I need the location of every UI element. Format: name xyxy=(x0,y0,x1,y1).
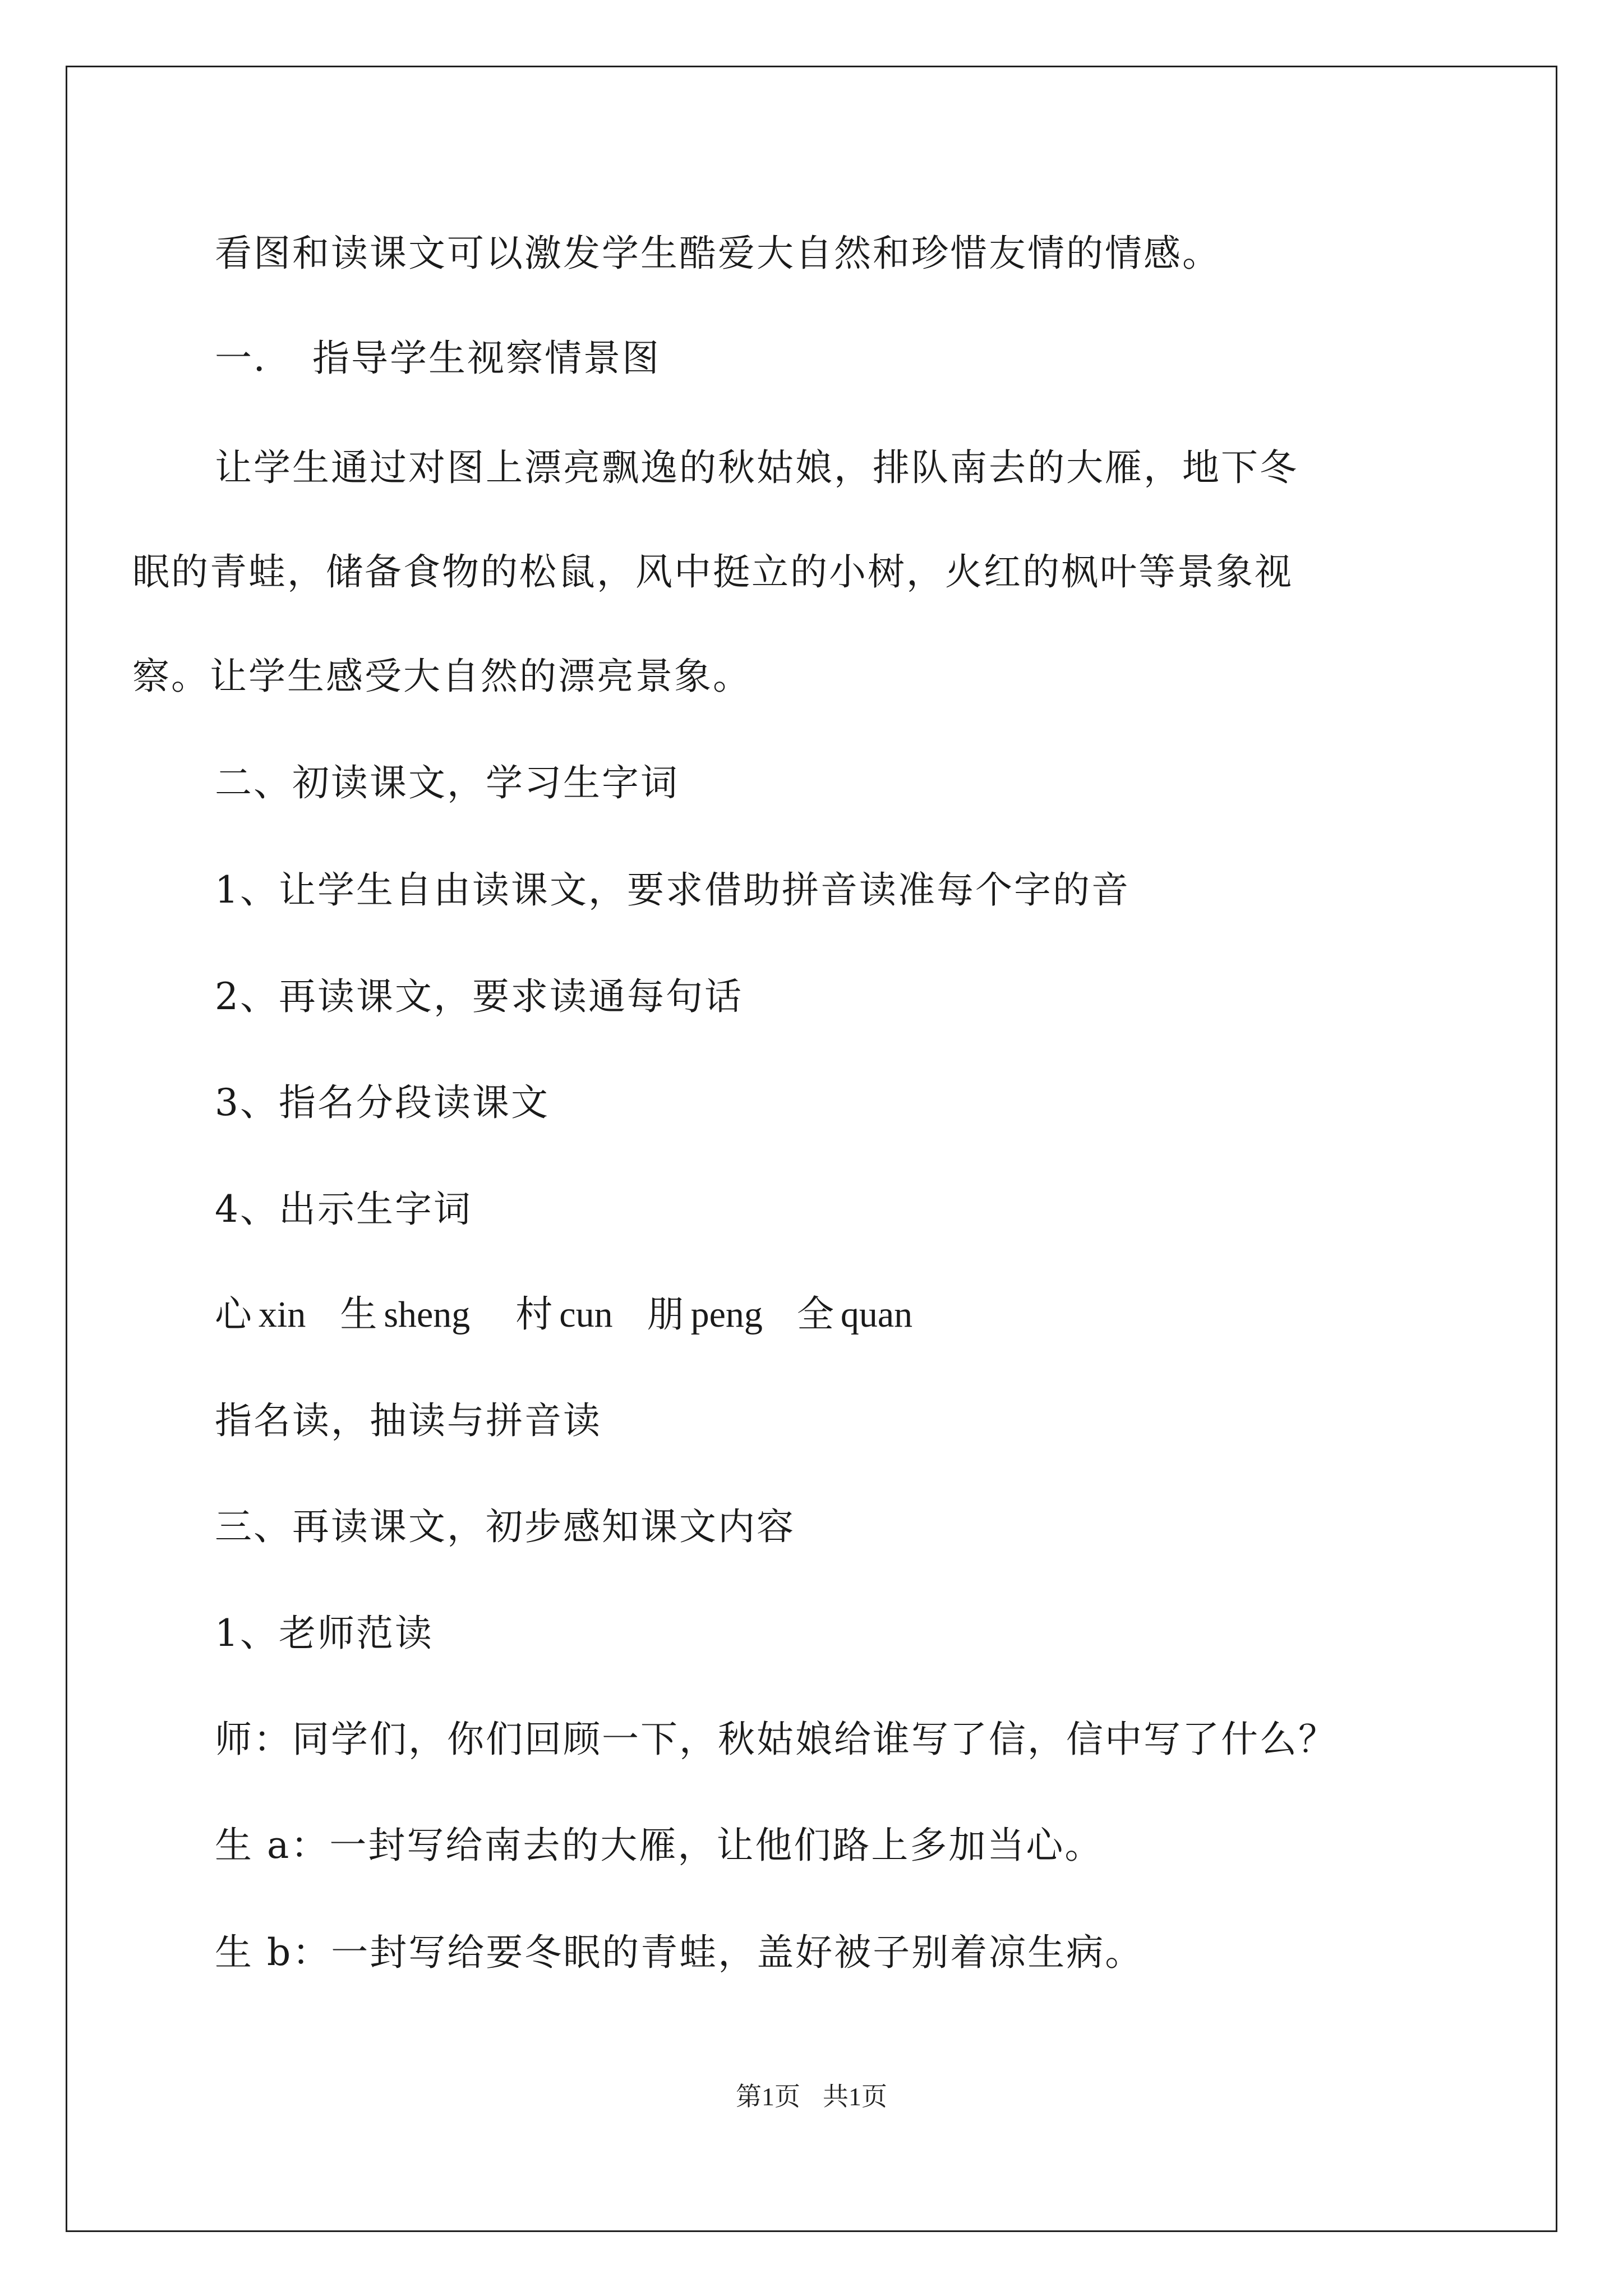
vocab-pinyin: xin xyxy=(259,1294,306,1335)
heading-section-3: 三、再读课文，初步感知课文内容 xyxy=(215,1505,795,1548)
paragraph-intro: 看图和读课文可以激发学生酷爱大自然和珍惜友情的情感。 xyxy=(215,232,1221,275)
vocab-item xyxy=(215,1292,306,1337)
page-footer xyxy=(0,2081,1623,2113)
vocab-char: 生 xyxy=(340,1292,377,1336)
list-item-teacher-reads: 1、老师范读 xyxy=(215,1612,434,1655)
paragraph-observe-line-2: 眠的青蛙，储备食物的松鼠，风中挺立的小树，火红的枫叶等景象视 xyxy=(132,550,1293,593)
vocab-char: 村 xyxy=(515,1292,553,1336)
vocab-char: 全 xyxy=(796,1292,834,1336)
vocab-pinyin: peng xyxy=(690,1294,763,1335)
dialogue-teacher: 师：同学们，你们回顾一下，秋姑娘给谁写了信，信中写了什么？ xyxy=(215,1718,1337,1761)
vocab-char: 朋 xyxy=(647,1292,684,1336)
vocab-pinyin: quan xyxy=(840,1294,913,1335)
vocab-item xyxy=(340,1292,470,1337)
page-total: 共1页 xyxy=(823,2082,887,2111)
paragraph-observe-line-3: 察。让学生感受大自然的漂亮景象。 xyxy=(132,655,751,698)
vocab-char: 心 xyxy=(215,1292,252,1336)
heading-section-2: 二、初读课文，学习生字词 xyxy=(215,761,679,804)
heading-section-1: 一． 指导学生视察情景图 xyxy=(215,337,661,380)
list-item-2: 2、再读课文，要求读通每句话 xyxy=(215,975,743,1018)
paragraph-read-aloud: 指名读，抽读与拼音读 xyxy=(215,1399,602,1442)
vocab-item xyxy=(647,1292,763,1337)
paragraph-observe-line-1: 让学生通过对图上漂亮飘逸的秋姑娘，排队南去的大雁，地下冬 xyxy=(215,446,1298,489)
list-item-4: 4、出示生字词 xyxy=(215,1188,472,1231)
vocab-pinyin: sheng xyxy=(384,1294,471,1335)
vocab-item xyxy=(515,1292,612,1337)
vocab-pinyin: cun xyxy=(559,1294,613,1335)
dialogue-student-b: 生 b：一封写给要冬眠的青蛙，盖好被子别着凉生病。 xyxy=(215,1931,1144,1974)
vocab-row xyxy=(215,1292,935,1337)
page-number: 第1页 xyxy=(736,2082,800,2111)
list-item-3: 3、指名分段读课文 xyxy=(215,1081,550,1124)
list-item-1: 1、让学生自由读课文，要求借助拼音读准每个字的音 xyxy=(215,868,1130,912)
vocab-item xyxy=(797,1292,912,1337)
dialogue-student-a: 生 a：一封写给南去的大雁，让他们路上多加当心。 xyxy=(215,1824,1104,1867)
